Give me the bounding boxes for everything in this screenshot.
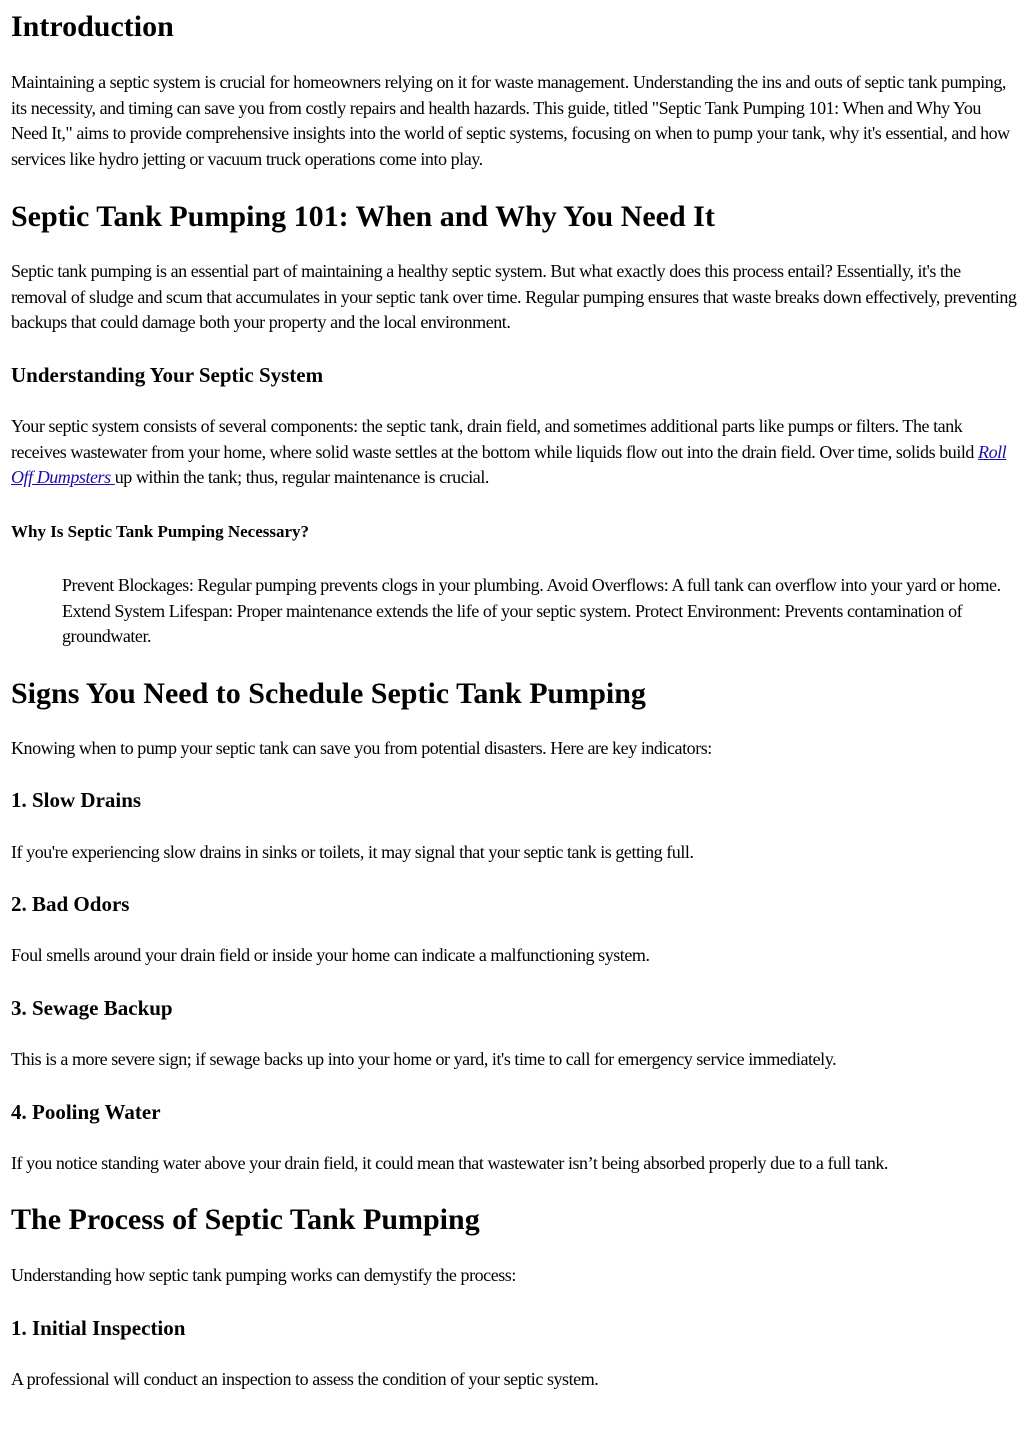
blockquote-why-pumping-necessary: Prevent Blockages: Regular pumping prevents clogs in your plumbing. Avoid Overflows: A full tank can overflow into your yard or home. Extend System Lifespan: Proper maintenance extends the life of your septic system. Protect Environment: Prevents contamination of groundwater. <box>62 575 1001 647</box>
paragraph-process: Understanding how septic tank pumping works can demystify the process: <box>11 1265 516 1285</box>
heading-sewage-backup: 3. Sewage Backup <box>11 996 173 1020</box>
paragraph-sewage-backup: This is a more severe sign; if sewage backs up into your home or yard, it's time to call for emergency service immediately. <box>11 1049 837 1069</box>
heading-initial-inspection: 1. Initial Inspection <box>11 1316 186 1340</box>
paragraph-signs: Knowing when to pump your septic tank can save you from potential disasters. Here are key indicators: <box>11 738 712 758</box>
heading-slow-drains: 1. Slow Drains <box>11 788 142 812</box>
paragraph-understanding-septic-system <box>11 414 1017 491</box>
heading-understanding-septic-system: Understanding Your Septic System <box>11 363 324 387</box>
heading-pooling-water: 4. Pooling Water <box>11 1100 161 1124</box>
paragraph-slow-drains: If you're experiencing slow drains in sinks or toilets, it may signal that your septic tank is getting full. <box>11 842 694 862</box>
heading-why-pumping-necessary: Why Is Septic Tank Pumping Necessary? <box>11 522 310 541</box>
heading-septic-tank-pumping-101: Septic Tank Pumping 101: When and Why You Need It <box>11 200 715 233</box>
paragraph-initial-inspection: A professional will conduct an inspection to assess the condition of your septic system. <box>11 1369 599 1389</box>
paragraph-text-after-link: up within the tank; thus, regular maintenance is crucial. <box>114 467 489 488</box>
heading-bad-odors: 2. Bad Odors <box>11 892 130 916</box>
paragraph-introduction: Maintaining a septic system is crucial for homeowners relying on it for waste management. Understanding the ins and outs of septic tank pumping, its necessity, and timing can save you from costly repairs and health hazards. This guide, titled "Septic Tank Pumping 101: When and Why You Need It," aims to provide comprehensive insights into the world of septic systems, focusing on when to pump your tank, why it's essential, and how services like hydro jetting or vacuum truck operations come into play. <box>11 72 1010 170</box>
paragraph-bad-odors: Foul smells around your drain field or inside your home can indicate a malfunctioning system. <box>11 945 650 965</box>
heading-introduction: Introduction <box>11 10 174 43</box>
paragraph-septic-tank-pumping-101: Septic tank pumping is an essential part of maintaining a healthy septic system. But what exactly does this process entail? Essentially, it's the removal of sludge and scum that accumulates in your septic tank over time. Regular pumping ensures that waste breaks down effectively, preventing backups that could damage both your property and the local environment. <box>11 261 1017 333</box>
roll-off-dumpsters-link[interactable]: Roll Off Dumpsters <box>11 441 1007 488</box>
heading-process-septic-pumping: The Process of Septic Tank Pumping <box>11 1203 480 1236</box>
heading-signs-schedule-pumping: Signs You Need to Schedule Septic Tank Pumping <box>11 677 646 710</box>
paragraph-text-before-link: Your septic system consists of several components: the septic tank, drain field, and sometimes additional parts like pumps or filters. The tank receives wastewater from your home, where solid waste settles at the bottom while liquids flow out into the drain field. Over time, solids build <box>11 416 979 462</box>
paragraph-pooling-water: If you notice standing water above your drain field, it could mean that wastewater isn’t being absorbed properly due to a full tank. <box>11 1153 888 1173</box>
